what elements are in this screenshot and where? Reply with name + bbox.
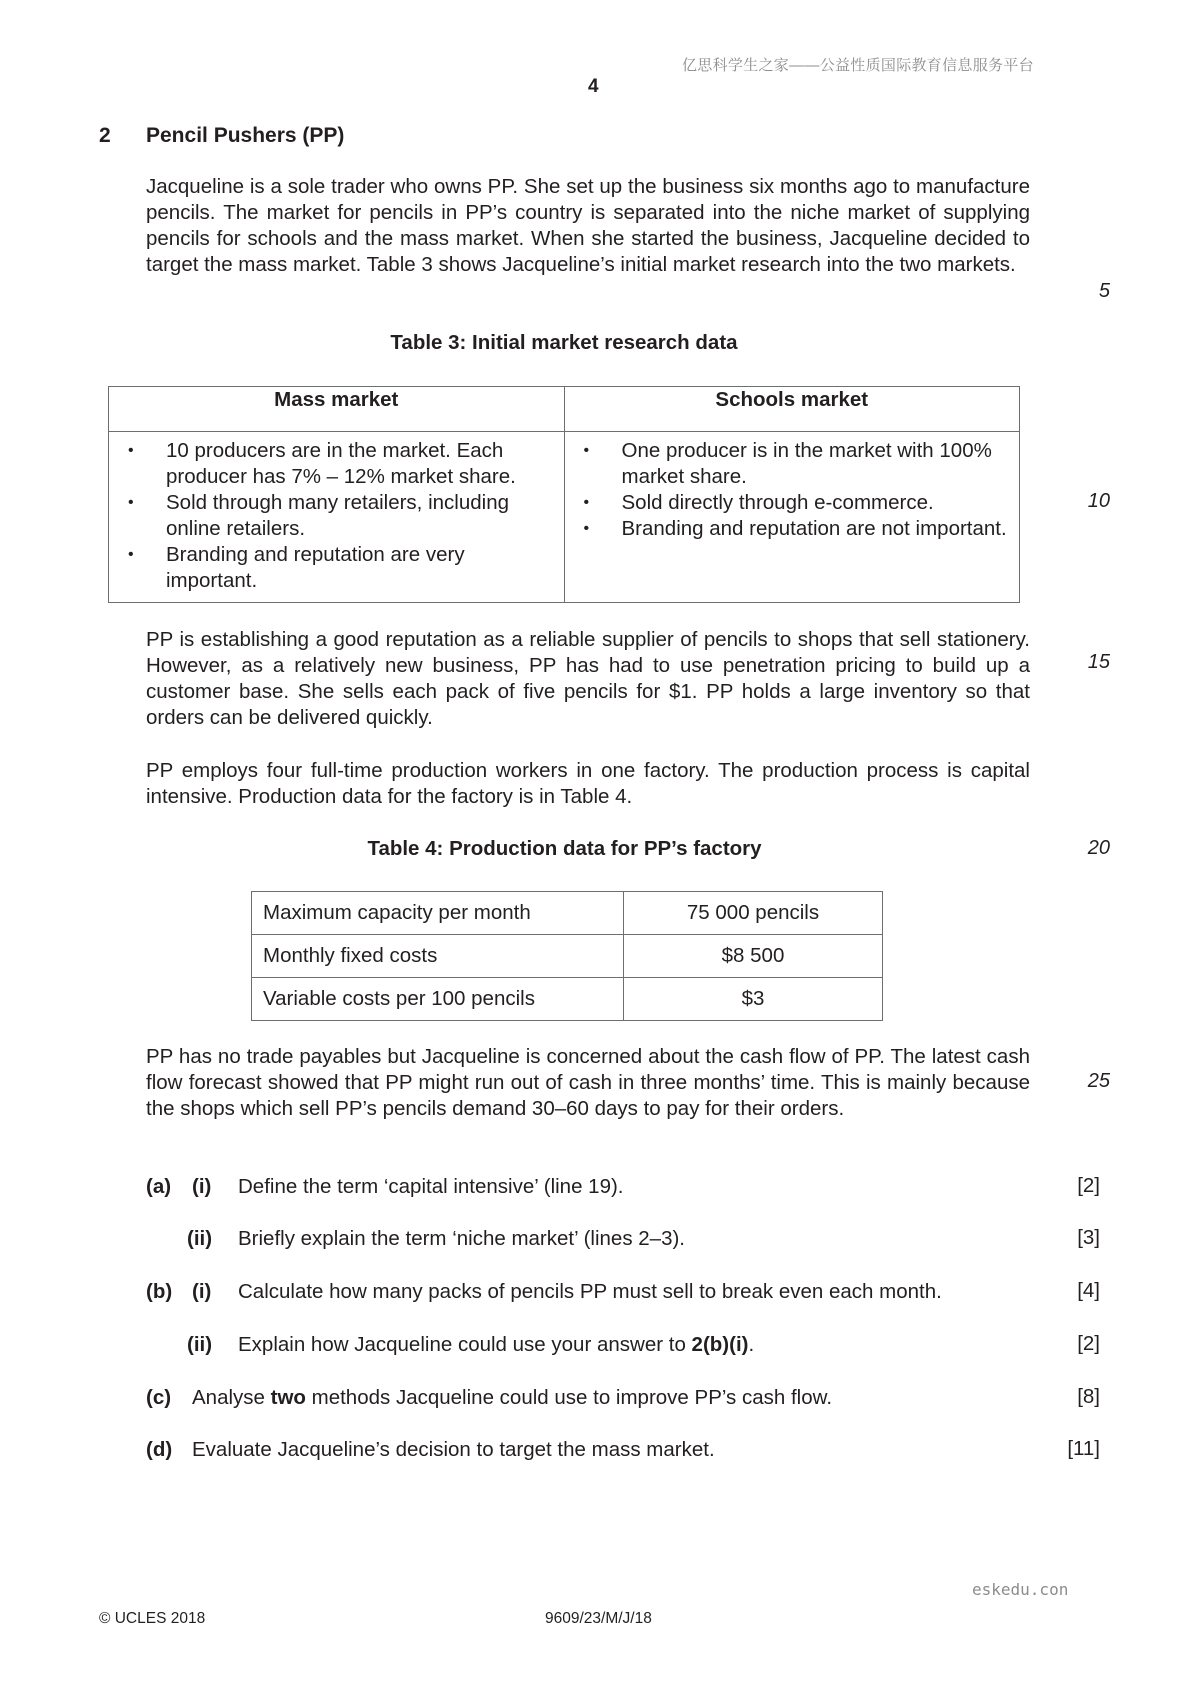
list-item: • One producer is in the market with 100% market share. [573,438,1012,490]
table3-header-mass: Mass market [109,387,565,432]
footer-copyright: © UCLES 2018 [99,1610,206,1627]
footer-paper-code: 9609/23/M/J/18 [545,1610,652,1627]
table4-label: Variable costs per 100 pencils [252,978,624,1021]
part-b-letter: (b) [146,1280,173,1303]
part-a-ii-marks: [3] [1077,1226,1100,1249]
part-c-text-pre: Analyse [192,1386,271,1409]
table4-title: Table 4: Production data for PP’s factory [367,837,762,860]
part-a-ii-text: Briefly explain the term ‘niche market’ (lines 2–3). [238,1227,686,1250]
header-watermark: 亿思科学生之家——公益性质国际教育信息服务平台 [682,57,1034,74]
part-b-i-marks: [4] [1077,1279,1100,1302]
list-item: • Branding and reputation are very important. [117,542,556,594]
list-item: • Sold through many retailers, including online retailers. [117,490,556,542]
part-d-marks: [11] [1067,1437,1100,1460]
part-b-ii-num: (ii) [187,1333,213,1356]
part-a-ii-num: (ii) [187,1227,213,1250]
table3-header-schools: Schools market [564,387,1020,432]
table4-label: Maximum capacity per month [252,892,624,935]
part-b-ii-marks: [2] [1077,1332,1100,1355]
part-b-ii-text-pre: Explain how Jacqueline could use your answer to [238,1333,692,1356]
part-c-text [192,1385,832,1411]
table-row [252,892,883,935]
table-row [252,935,883,978]
table4-production-data [251,891,883,1021]
part-a-letter: (a) [146,1175,172,1198]
part-a-i-text: Define the term ‘capital intensive’ (line 19). [238,1175,624,1198]
part-b-ii-reference: 2(b)(i) [691,1333,749,1356]
line-number-5: 5 [1098,280,1110,302]
part-c-text-post: methods Jacqueline could use to improve PP’s cash flow. [305,1386,833,1409]
table-row [252,978,883,1021]
list-item: • Branding and reputation are not important. [573,516,1012,542]
paragraph-cash-flow: PP has no trade payables but Jacqueline is concerned about the cash flow of PP. The latest cash flow forecast showed that PP might run out of cash in three months’ time. This is mainly because the shops which sell PP’s pencils demand 30–60 days to pay for their orders. [146,1045,1030,1120]
paragraph-reputation: PP is establishing a good reputation as a reliable supplier of pencils to shops that sell stationery. However, as a relatively new business, PP has had to use penetration pricing to build up a customer base. She sells each pack of five pencils for $1. PP holds a large inventory so that orders can be delivered quickly. [146,628,1030,729]
part-b-ii-text-post: . [748,1333,755,1356]
part-a-i-num: (i) [192,1175,212,1198]
list-item: • 10 producers are in the market. Each producer has 7% – 12% market share. [117,438,556,490]
table4-label: Monthly fixed costs [252,935,624,978]
line-number-15: 15 [1087,651,1110,673]
line-number-20: 20 [1087,837,1110,859]
footer-watermark: eskedu.con [972,1580,1069,1599]
question-title: Pencil Pushers (PP) [146,124,345,147]
part-d-letter: (d) [146,1438,173,1461]
part-c-marks: [8] [1077,1385,1100,1408]
page-number: 4 [588,76,599,97]
part-c-letter: (c) [146,1386,172,1409]
part-b-i-text: Calculate how many packs of pencils PP must sell to break even each month. [238,1280,942,1303]
paragraph-intro: Jacqueline is a sole trader who owns PP. She set up the business six months ago to manufacture pencils. The market for pencils in PP’s country is separated into the niche market of supplying pencils for schools and the mass market. When she started the business, Jacqueline decided to target the mass market. Table 3 shows Jacqueline’s initial market research into the two markets. [146,175,1030,276]
table4-value: $3 [624,978,883,1021]
table3-market-research [108,386,1020,603]
table3-cell-mass [109,432,565,603]
table3-title: Table 3: Initial market research data [390,331,738,354]
part-d-text: Evaluate Jacqueline’s decision to target the mass market. [192,1438,715,1461]
table4-value: $8 500 [624,935,883,978]
part-b-i-num: (i) [192,1280,212,1303]
paragraph-production: PP employs four full-time production workers in one factory. The production process is capital intensive. Production data for the factory is in Table 4. [146,759,1030,808]
question-number: 2 [99,124,111,147]
line-number-25: 25 [1087,1070,1110,1092]
table4-value: 75 000 pencils [624,892,883,935]
part-c-emphasis: two [270,1386,306,1409]
part-a-i-marks: [2] [1077,1174,1100,1197]
list-item: • Sold directly through e-commerce. [573,490,1012,516]
table3-cell-schools [564,432,1020,603]
line-number-10: 10 [1087,490,1110,512]
part-b-ii-text [238,1332,754,1358]
